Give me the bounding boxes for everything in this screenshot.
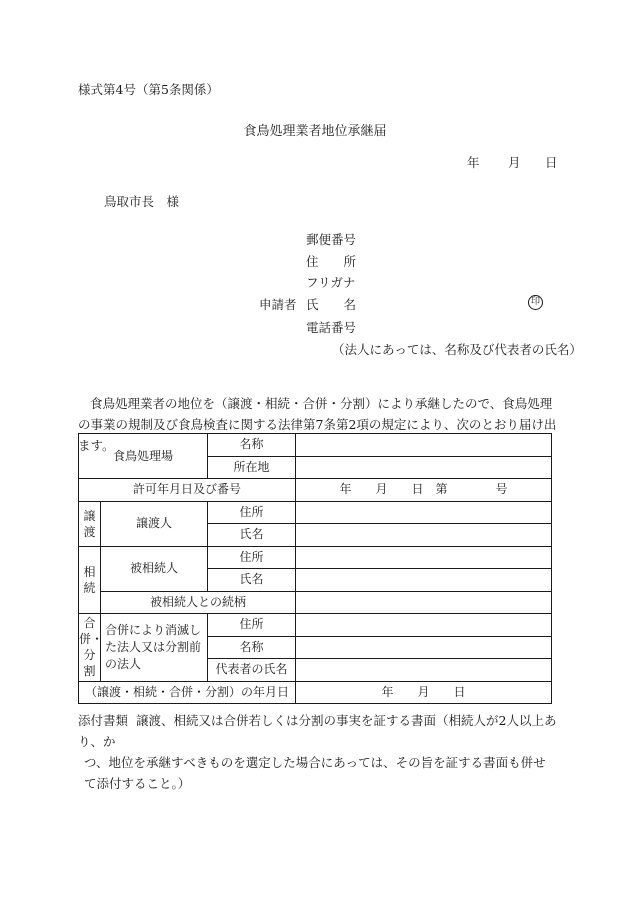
attachments-note bbox=[78, 710, 558, 794]
transferor-address-field[interactable] bbox=[296, 501, 552, 524]
permit-label: 許可年月日及び番号 bbox=[79, 479, 296, 502]
form-number-label: 様式第4号（第5条関係） bbox=[78, 82, 219, 97]
facility-label: 食鳥処理場 bbox=[79, 434, 208, 479]
attachments-text-rest: つ、地位を承継すべきものを選定した場合にあっては、その旨を証する書面も併せて添付すること。） bbox=[84, 755, 546, 791]
transfer-label: 譲渡 bbox=[79, 501, 101, 546]
table-row bbox=[79, 681, 552, 704]
transferor-name-label: 氏名 bbox=[208, 524, 296, 547]
succession-date-label: （譲渡・相続・合併・分割）の年月日 bbox=[79, 681, 296, 704]
facility-name-label: 名称 bbox=[208, 434, 296, 457]
rep-name-label: 代表者の氏名 bbox=[208, 659, 296, 682]
body-text: 食鳥処理業者の地位を（譲渡・相続・合併・分割）により承継したので、食鳥処理の事業の規制及び食鳥検査に関する法律第7条第2項の規定により、次のとおり届け出ます。 bbox=[78, 396, 557, 453]
name-label: 氏 名 bbox=[306, 297, 357, 312]
inheritance-label: 相続 bbox=[79, 546, 101, 614]
date-line bbox=[467, 153, 558, 171]
rep-name-field[interactable] bbox=[296, 659, 552, 682]
transferor-label: 譲渡人 bbox=[101, 501, 208, 546]
seal-icon: 印 bbox=[528, 295, 543, 310]
table-row bbox=[79, 591, 552, 614]
transferor-name-field[interactable] bbox=[296, 524, 552, 547]
document-title: 食鳥処理業者地位承継届 bbox=[243, 124, 387, 139]
table-row bbox=[79, 614, 552, 637]
decedent-name-field[interactable] bbox=[296, 569, 552, 592]
merger-label: 合併・分割 bbox=[79, 614, 101, 682]
facility-name-field[interactable] bbox=[296, 434, 552, 457]
table-row bbox=[79, 501, 552, 524]
table-row bbox=[79, 434, 552, 457]
date-month: 月 bbox=[508, 155, 521, 170]
decedent-label: 被相続人 bbox=[101, 546, 208, 591]
decedent-address-label: 住所 bbox=[208, 546, 296, 569]
table-row bbox=[79, 479, 552, 502]
addressee: 鳥取市長 様 bbox=[104, 194, 180, 209]
furigana-label: フリガナ bbox=[306, 275, 356, 290]
facility-location-label: 所在地 bbox=[208, 456, 296, 479]
decedent-name-label: 氏名 bbox=[208, 569, 296, 592]
postal-code-label: 郵便番号 bbox=[306, 232, 357, 247]
relation-label: 被相続人との続柄 bbox=[101, 591, 296, 614]
relation-field[interactable] bbox=[296, 591, 552, 614]
transferor-address-label: 住所 bbox=[208, 501, 296, 524]
permit-value: 年 月 日 第 号 bbox=[296, 479, 552, 502]
decedent-address-field[interactable] bbox=[296, 546, 552, 569]
phone-label: 電話番号 bbox=[306, 320, 357, 335]
facility-location-field[interactable] bbox=[296, 456, 552, 479]
date-year: 年 bbox=[467, 155, 480, 170]
succession-table bbox=[78, 433, 552, 704]
corp-name-field[interactable] bbox=[296, 636, 552, 659]
corp-desc-label: 合併により消滅した法人又は分割前の法人 bbox=[101, 614, 208, 682]
corporation-note: （法人にあっては、名称及び代表者の氏名） bbox=[332, 342, 582, 357]
corp-name-label: 名称 bbox=[208, 636, 296, 659]
attachments-label: 添付書類 bbox=[78, 713, 129, 728]
applicant-heading: 申請者 bbox=[259, 297, 297, 312]
succession-date-value: 年 月 日 bbox=[296, 681, 552, 704]
date-day: 日 bbox=[545, 155, 558, 170]
corp-address-field[interactable] bbox=[296, 614, 552, 637]
attachments-text-line1: 譲渡、相続又は合併若しくは分割の事実を証する書面（相続人が2人以上あり、か bbox=[78, 713, 557, 749]
corp-address-label: 住所 bbox=[208, 614, 296, 637]
table-row bbox=[79, 546, 552, 569]
address-label: 住 所 bbox=[306, 254, 357, 269]
